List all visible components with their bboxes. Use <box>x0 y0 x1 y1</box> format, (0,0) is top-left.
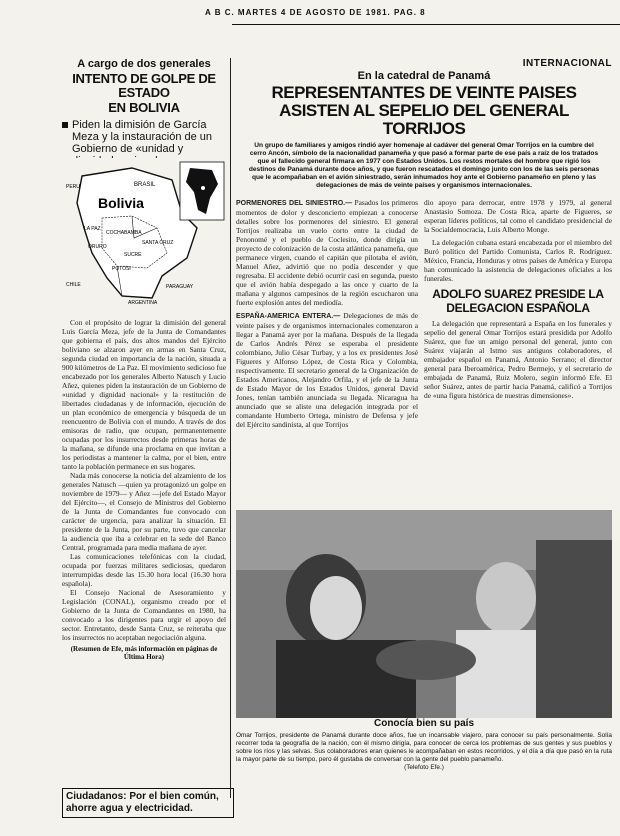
photo-credit: (Telefoto Efe.) <box>404 764 444 771</box>
right-kicker: En la catedral de Panamá <box>357 70 491 82</box>
map-label-sucre: SUCRE <box>124 252 142 258</box>
map-label-argentina: ARGENTINA <box>128 300 158 306</box>
left-body-p1: Con el propósito de lograr la dimisión del general Luis García Meza, jefe de la Junta de Comandantes que gobierna el país, dos altos mandos del Ejército boliviano se alzaron ayer en armas en Santa Cruz, segunda ciudad en importancia de la nación, situada a 900 kilómetros de La Paz. El movimiento sedicioso fue encabezado por los generales Alberto Natusch y Lucio Añez, quienes piden la instauración de un Gobierno de «unidad y dignidad nacional» y la restitución de libertades ciudadanas y de información, ejecución de un plan económico de emergencia y búsqueda de un reencuentro de Bolivia con el mundo. A través de dos emisoras de radio, que ocupan, permanentemente ocupadas por los insurrectos desde primeras horas de la mañana, se difunde una proclama en que invitan a los periodistas a mantener la calma, por el bien, entre tanto la población permanece en sus hogares. <box>62 318 226 471</box>
section-label: INTERNACIONAL <box>522 58 612 69</box>
right-col-a <box>236 198 418 429</box>
map-label-lapaz: LA PAZ <box>84 226 101 232</box>
civic-notice-line-1: Ciudadanos: Por el bien común, <box>66 791 219 802</box>
photo-graphic <box>236 510 612 718</box>
left-kicker: A cargo de dos generales <box>77 58 211 70</box>
map-label-brasil: BRASIL <box>134 182 156 188</box>
right-col-b <box>424 198 612 400</box>
map-title: Bolivia <box>98 195 144 211</box>
subhead-espana: ESPAÑA-AMERICA ENTERA.— <box>236 313 341 320</box>
left-bullet-text: Piden la dimisión de García Meza y la instauración de un Gobierno de «unidad y <box>72 119 213 155</box>
map-label-oruro: ORURO <box>88 244 107 250</box>
map-label-cochabamba: COCHABAMBA <box>106 230 142 236</box>
bolivia-map <box>62 158 226 308</box>
col-b2-text: La delegación cubana estará encabezada por el miembro del Buró político del Partido Comunista, Carlos R. Rodríguez. México, Francia, Honduras y otros países de América y Europa han comunicado la asistencia de delegaciones oficiales a los funerales. <box>424 238 612 283</box>
col-b3-text: La delegación que representará a España en los funerales y sepelio del general Omar Torrijos estará presidida por Adolfo Suárez, que fue un amigo personal del general, junto con Suárez viajarán al Istmo sus antiguos colaboradores, el embajador español en Panamá, Antonio Serrano; el director general para Iberoamérica, Pedro Bermejo, y el secretario de embajada de Panamá, Ruiz Molero, según informó Efe. El señor Suárez, antes de partir hacia Panamá, calificó a Torrijos de «una figura histórica de nuestras dimensiones». <box>424 319 612 400</box>
left-headline-2: EN BOLIVIA <box>108 100 180 115</box>
suarez-headline: ADOLFO SUAREZ PRESIDE LA DELEGACION ESPAÑOLA <box>432 287 604 315</box>
left-body-p2: Nada más conocerse la noticia del alzamiento de los generales Natusch —quien ya protagonizó un golpe en noviembre de 1979— y Añez —jefe del Estado Mayor del Ejército—, el Consejo de Ministros del Gobierno de la Junta de Comandantes fue convocado con carácter de urgencia, para analizar la situación. El presidente de la Junta, por su parte, tuvo que cancelar la audiencia que iba a celebrar en la sede del Banco Central, programada para media mañana de ayer. <box>62 471 226 552</box>
photo-caption-title: Conocía bien su país <box>373 718 475 729</box>
left-body <box>62 318 226 661</box>
map-label-chile: CHILE <box>66 282 81 288</box>
bullet-square-icon <box>62 122 68 128</box>
column-divider <box>230 58 231 798</box>
right-headline: REPRESENTANTES DE VEINTE PAISES ASISTEN AL SEPELIO DEL GENERAL TORRIJOS <box>271 83 577 138</box>
subhead-siniestro: PORMENORES DEL SINIESTRO.— <box>236 200 353 207</box>
left-headline-1: INTENTO DE GOLPE DE ESTADO <box>72 71 216 100</box>
header-text: A B C. MARTES 4 DE AGOSTO DE 1981. PAG. 8 <box>205 8 426 17</box>
photo-caption <box>236 732 612 772</box>
civic-notice-line-2: ahorre agua y electricidad. <box>66 803 193 814</box>
right-article <box>236 70 612 190</box>
col-a2-text: Delegaciones de más de veinte países y de organismos internacionales comenzaron a llegar a Panamá ayer por la mañana. Después de la llegada de Carlos Andrés Pérez se esperaba el presidente colombiano, Julio César Turbay, y a los ex presidentes José Figueres y Alfonso López, de Costa Rica y Colombia, respectivamente. El secretario general de la Organización de Estados Americanos, Alejandro Orfila, y el jefe de la Junta de Estado Mayor de los Estados Unidos, general David Jones, tenían también anunciada su llegada. Nicaragua ha anunciado que se aliste una delegación integrada por el comandante Humberto Ortega, ministro de Defensa y jefe del Ejército sandinista, al que Torrijos <box>236 311 418 429</box>
col-a-text: Pasados los primeros momentos de dolor y desconcierto empiezan a conocerse detalles sobre los pormenores del siniestro. El general Torrijos realizaba un vuelo corto entre la ciudad de Penonomé y el pueblo de Coclesito, donde dirigía un proyecto de colonización de la costa atlántica panameña, que permanece virgen, cuando el capitán que pilotaba el avión, Manuel Añez, advirtió que no podía descender y que regresaba. El accidente debió ocurrir casi en segunda, puesto que el avión había despegado a las once y cuarto de la mañana y algunos campesinos de la región escucharon una fuerte explosión antes del mediodía. <box>236 198 418 307</box>
right-lead: Un grupo de familiares y amigos rindió ayer homenaje al cadáver del general Omar Torrijos en la cumbre del cerro Ancón, símbolo de la nacionalidad panameña y que pasó a formar parte de ese país a raíz de los tratados que el fallecido general firmara en 1977 con Estados Unidos. Los restos mortales del hombre que rigió los destinos de Panamá durante doce años, y que fueron rescatados el domingo junto con los de las seis personas que le acompañaban en el avión siniestrado, serán inhumados hoy ante el Gobierno panameño en pleno y las delegaciones de más de veinte países y organismos internacionales. <box>248 142 600 189</box>
map-label-peru: PERU <box>66 184 80 190</box>
header-rule <box>232 24 620 25</box>
left-article <box>62 58 226 167</box>
left-body-p3: Las comunicaciones telefónicas con la ciudad, ocupada por fuerzas militares sediciosas, quedaron interrumpidas desde las 15.30 hora local (16.30 hora española). <box>62 552 226 588</box>
map-label-santacruz: SANTA CRUZ <box>142 240 174 246</box>
map-label-paraguay: PARAGUAY <box>166 284 194 290</box>
left-body-p4: El Consejo Nacional de Asesoramiento y Legislación (CONAL), organismo creado por el Gobierno de la Junta de Comandantes en 1980, ha convocado a los dirigentes para urgir el apoyo del sector. Entretanto, desde Santa Cruz, se reiteraba que los insurrectos no aceptaban negociación alguna. <box>62 588 226 642</box>
col-b-text: dio apoyo para derrocar, entre 1978 y 1979, al general Anastasio Somoza. De Costa Rica, aparte de Figueres, se esperan líderes políticos, tal como el candidato presidencial de la Socialdemocracia, Luis Alberto Monge. <box>424 198 612 234</box>
photo-caption-text: Omar Torrijos, presidente de Panamá durante doce años, fue un incansable viajero, para conocer su país personalmente. Solía recorrer toda la geografía de la nación, con él mismo dirigía, para conocer de cerca los problemas de sus gentes y sus pueblos y sobre los ríos y las selvas. Sus colaboradores eran quienes le acompañaban en estos recorridos, y el día a día que pasó en la ruta la mayor parte de su tiempo, pero él gustaba de conversar con la gente del pueblo panameño. <box>236 732 612 763</box>
torrijos-photo <box>236 510 612 718</box>
page-header <box>0 0 620 22</box>
map-label-potosi: POTOSI <box>112 266 131 272</box>
civic-notice-box <box>62 788 234 818</box>
left-credit: (Resumen de Efe, más información en páginas de Última Hora) <box>70 645 218 661</box>
